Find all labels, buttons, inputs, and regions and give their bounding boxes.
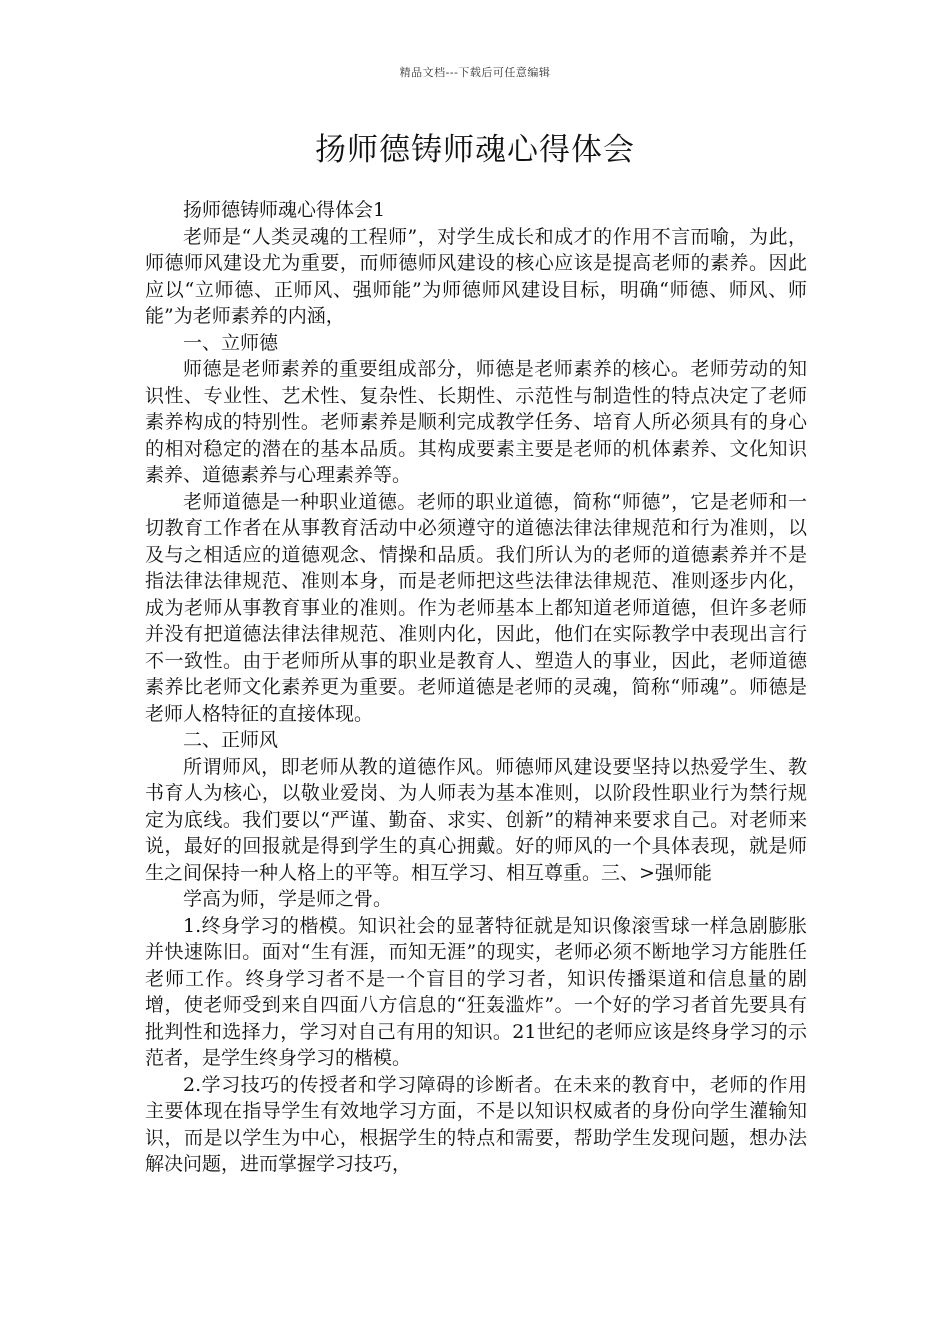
paragraph: 学高为师，学是师之骨。 (183, 888, 393, 910)
paragraph: 1.终身学习的楷模。知识社会的显著特征就是知识像滚雪球一样急剧膨胀并快速陈旧。面对“生有涯，而知无涯”的现实，老师必须不断地学习方能胜任老师工作。终身学习者不是一个盲目的学习者，知识传播渠道和信息量的剧增，使老师受到来自四面八方信息的“狂轰滥炸”。一个好的学习者首先要具有批判性和选择力，学习对自己有用的知识。21世纪的老师应该是终身学习的示范者，是学生终身学习的楷模。 (145, 914, 807, 1069)
paragraph: 所谓师风，即老师从教的道德作风。师德师风建设要坚持以热爱学生、教书育人为核心，以敬业爱岗、为人师表为基本准则，以阶段性职业行为禁行规定为底线。我们要以“严谨、勤奋、求实、创新”的精神来要求自己。对老师来说，最好的回报就是得到学生的真心拥戴。好的师风的一个具体表现，就是师生之间保持一种人格上的平等。相互学习、相互尊重。三、>强师能 (145, 755, 807, 884)
document-title: 扬师德铸师魂心得体会 (315, 132, 635, 168)
section-heading-2: 二、正师风 (183, 729, 279, 751)
section-heading-1: 一、立师德 (183, 331, 279, 354)
paragraph: 2.学习技巧的传授者和学习障碍的诊断者。在未来的教育中，老师的作用主要体现在指导学生有效地学习方面，不是以知识权威者的身份向学生灌输知识，而是以学生为中心，根据学生的特点和需要，帮助学生发现问题，想办法解决问题，进而掌握学习技巧， (145, 1073, 807, 1175)
document-body (145, 197, 807, 1178)
paragraph-subtitle: 扬师德铸师魂心得体会1 (183, 199, 386, 221)
paragraph-intro: 老师是“人类灵魂的工程师”，对学生成长和成才的作用不言而喻，为此，师德师风建设尤为重要，而师德师风建设的核心应该是提高老师的素养。因此应以“立师德、正师风、强师能”为师德师风建设目标，明确“师德、师风、师能”为老师素养的内涵， (145, 225, 807, 327)
paragraph: 师德是老师素养的重要组成部分，师德是老师素养的核心。老师劳动的知识性、专业性、艺术性、复杂性、长期性、示范性与制造性的特点决定了老师素养构成的特别性。老师素养是顺利完成教学任务、培育人所必须具有的身心的相对稳定的潜在的基本品质。其构成要素主要是老师的机体素养、文化知识素养、道德素养与心理素养等。 (145, 358, 807, 486)
paragraph: 老师道德是一种职业道德。老师的职业道德，简称“师德”，它是老师和一切教育工作者在从事教育活动中必须遵守的道德法律法律规范和行为准则，以及与之相适应的道德观念、情操和品质。我们所认为的老师的道德素养并不是指法律法律规范、准则本身，而是老师把这些法律法律规范、准则逐步内化，成为老师从事教育事业的准则。作为老师基本上都知道老师道德，但许多老师并没有把道德法律法律规范、准则内化，因此，他们在实际教学中表现出言行不一致性。由于老师所从事的职业是教育人、塑造人的事业，因此，老师道德素养比老师文化素养更为重要。老师道德是老师的灵魂，简称“师魂”。师德是老师人格特征的直接体现。 (145, 490, 807, 725)
header-note: 精品文档---下载后可任意编辑 (399, 66, 551, 79)
